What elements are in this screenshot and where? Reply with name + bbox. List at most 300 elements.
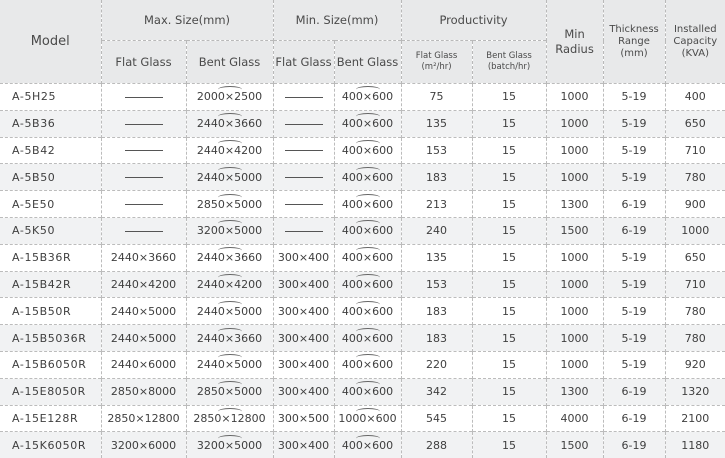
cell-capacity-text: 2100 <box>681 412 709 425</box>
cell-min-bent <box>334 378 401 405</box>
cell-min-flat <box>273 405 334 432</box>
header-prod-bent-line2: (batch/hr) <box>473 62 546 73</box>
cell-min-flat <box>273 217 334 244</box>
cell-prod-bent-text: 15 <box>502 90 516 103</box>
cell-max-bent <box>186 298 273 325</box>
cell-min-bent-text: 400×600 <box>342 224 393 237</box>
cell-prod-bent <box>472 191 546 218</box>
cell-capacity-text: 1180 <box>681 439 709 452</box>
cell-min-radius-text: 1300 <box>561 198 589 211</box>
cell-prod-flat <box>401 110 472 137</box>
cell-min-radius <box>546 405 603 432</box>
cell-thickness <box>603 432 665 458</box>
cell-prod-flat-text: 183 <box>426 171 447 184</box>
table-row <box>0 191 725 218</box>
cell-max-bent-text: 2440×5000 <box>197 305 262 318</box>
cell-prod-flat <box>401 137 472 164</box>
cell-thickness-text: 5-19 <box>622 251 647 264</box>
empty-dash <box>285 150 323 151</box>
cell-prod-bent-text: 15 <box>502 144 516 157</box>
cell-min-bent-text: 400×600 <box>342 332 393 345</box>
cell-thickness-text: 6-19 <box>622 385 647 398</box>
cell-thickness <box>603 351 665 378</box>
header-thickness <box>603 0 665 84</box>
cell-min-bent-text: 400×600 <box>342 198 393 211</box>
cell-max-flat-text: 2850×12800 <box>107 412 179 425</box>
cell-prod-bent-text: 15 <box>502 358 516 371</box>
cell-max-bent <box>186 137 273 164</box>
header-capacity-line3: (KVA) <box>666 48 725 60</box>
cell-max-flat <box>101 405 186 432</box>
cell-thickness <box>603 271 665 298</box>
cell-prod-flat-text: 153 <box>426 144 447 157</box>
cell-capacity <box>665 325 725 352</box>
cell-min-flat <box>273 137 334 164</box>
cell-min-flat-text: 300×400 <box>278 332 329 345</box>
cell-min-bent-text: 400×600 <box>342 439 393 452</box>
cell-thickness-text: 5-19 <box>622 332 647 345</box>
cell-max-bent <box>186 271 273 298</box>
cell-prod-flat-text: 183 <box>426 305 447 318</box>
cell-min-bent-text: 400×600 <box>342 117 393 130</box>
cell-max-bent-text: 2000×2500 <box>197 90 262 103</box>
cell-min-bent-text: 400×600 <box>342 305 393 318</box>
cell-min-flat <box>273 432 334 458</box>
cell-capacity <box>665 217 725 244</box>
cell-prod-flat-text: 342 <box>426 385 447 398</box>
table-row <box>0 405 725 432</box>
cell-min-flat <box>273 298 334 325</box>
cell-min-radius <box>546 164 603 191</box>
cell-thickness <box>603 325 665 352</box>
cell-thickness <box>603 298 665 325</box>
cell-min-radius <box>546 191 603 218</box>
cell-min-bent-text: 400×600 <box>342 144 393 157</box>
cell-prod-bent <box>472 84 546 111</box>
cell-model-text: A-5H25 <box>12 90 56 103</box>
header-thickness-line3: (mm) <box>604 48 665 60</box>
cell-model-text: A-15B42R <box>12 278 71 291</box>
cell-prod-bent-text: 15 <box>502 305 516 318</box>
cell-max-flat-text: 2440×6000 <box>111 358 176 371</box>
cell-prod-flat-text: 220 <box>426 358 447 371</box>
cell-max-flat-text: 2440×5000 <box>111 332 176 345</box>
cell-thickness-text: 6-19 <box>622 224 647 237</box>
cell-min-radius-text: 1000 <box>561 305 589 318</box>
cell-max-bent <box>186 164 273 191</box>
cell-prod-flat <box>401 325 472 352</box>
table-body <box>0 84 725 458</box>
cell-thickness <box>603 217 665 244</box>
cell-max-flat <box>101 298 186 325</box>
cell-min-radius-text: 1000 <box>561 90 589 103</box>
cell-max-bent <box>186 244 273 271</box>
cell-min-radius <box>546 110 603 137</box>
cell-model <box>0 432 101 458</box>
cell-prod-flat <box>401 191 472 218</box>
cell-capacity <box>665 110 725 137</box>
header-capacity-line1: Installed <box>666 24 725 36</box>
cell-max-flat-text: 2440×5000 <box>111 305 176 318</box>
cell-max-bent-text: 2440×3660 <box>197 332 262 345</box>
table-header <box>0 0 725 84</box>
table-row <box>0 298 725 325</box>
cell-model-text: A-5E50 <box>12 198 55 211</box>
cell-prod-bent <box>472 110 546 137</box>
table-row <box>0 432 725 458</box>
cell-min-flat <box>273 378 334 405</box>
cell-prod-bent-text: 15 <box>502 439 516 452</box>
cell-max-bent-text: 3200×5000 <box>197 439 262 452</box>
cell-capacity-text: 780 <box>685 171 706 184</box>
cell-prod-flat-text: 75 <box>430 90 444 103</box>
cell-model-text: A-15B5036R <box>12 332 86 345</box>
cell-min-radius-text: 1000 <box>561 278 589 291</box>
cell-prod-bent <box>472 137 546 164</box>
table-row <box>0 351 725 378</box>
cell-model-text: A-15E8050R <box>12 385 86 398</box>
cell-thickness-text: 5-19 <box>622 358 647 371</box>
cell-capacity-text: 780 <box>685 305 706 318</box>
cell-model <box>0 110 101 137</box>
cell-thickness-text: 5-19 <box>622 144 647 157</box>
cell-thickness <box>603 378 665 405</box>
header-max-bent: Bent Glass <box>186 41 273 84</box>
cell-prod-flat-text: 240 <box>426 224 447 237</box>
cell-min-bent-text: 400×600 <box>342 385 393 398</box>
cell-max-flat <box>101 110 186 137</box>
cell-prod-bent-text: 15 <box>502 224 516 237</box>
cell-model-text: A-15K6050R <box>12 439 86 452</box>
cell-min-flat-text: 300×400 <box>278 251 329 264</box>
header-thickness-line2: Range <box>604 36 665 48</box>
cell-prod-bent <box>472 432 546 458</box>
cell-min-flat <box>273 325 334 352</box>
cell-min-radius-text: 4000 <box>561 412 589 425</box>
cell-model-text: A-5K50 <box>12 224 55 237</box>
cell-max-flat-text: 2850×8000 <box>111 385 176 398</box>
cell-prod-flat-text: 545 <box>426 412 447 425</box>
cell-max-flat <box>101 432 186 458</box>
cell-max-flat <box>101 164 186 191</box>
cell-prod-bent-text: 15 <box>502 117 516 130</box>
header-prod-flat-line1: Flat Glass <box>402 51 472 62</box>
empty-dash <box>285 204 323 205</box>
cell-prod-flat-text: 183 <box>426 332 447 345</box>
cell-prod-bent-text: 15 <box>502 332 516 345</box>
cell-max-bent <box>186 405 273 432</box>
cell-prod-bent-text: 15 <box>502 171 516 184</box>
cell-max-flat <box>101 137 186 164</box>
cell-min-radius-text: 1000 <box>561 332 589 345</box>
cell-min-flat <box>273 110 334 137</box>
cell-model <box>0 298 101 325</box>
cell-prod-bent-text: 15 <box>502 278 516 291</box>
cell-prod-bent <box>472 298 546 325</box>
cell-min-flat <box>273 191 334 218</box>
cell-max-bent-text: 2440×4200 <box>197 278 262 291</box>
cell-capacity <box>665 432 725 458</box>
cell-max-bent <box>186 191 273 218</box>
cell-prod-flat <box>401 164 472 191</box>
cell-capacity-text: 780 <box>685 332 706 345</box>
cell-thickness <box>603 405 665 432</box>
cell-model <box>0 405 101 432</box>
cell-max-flat <box>101 191 186 218</box>
header-capacity-line2: Capacity <box>666 36 725 48</box>
cell-max-bent-text: 2850×5000 <box>197 385 262 398</box>
cell-min-bent <box>334 164 401 191</box>
cell-min-bent <box>334 110 401 137</box>
header-min-flat: Flat Glass <box>273 41 334 84</box>
cell-min-flat <box>273 164 334 191</box>
cell-model <box>0 164 101 191</box>
cell-max-flat-text: 2440×4200 <box>111 278 176 291</box>
table-row <box>0 244 725 271</box>
cell-prod-bent <box>472 244 546 271</box>
empty-dash <box>125 124 163 125</box>
cell-prod-bent <box>472 217 546 244</box>
cell-thickness-text: 5-19 <box>622 278 647 291</box>
cell-prod-flat <box>401 217 472 244</box>
header-max-flat: Flat Glass <box>101 41 186 84</box>
cell-min-bent <box>334 351 401 378</box>
cell-capacity-text: 900 <box>685 198 706 211</box>
header-min-radius-text: Min Radius <box>555 27 595 57</box>
cell-prod-flat-text: 135 <box>426 117 447 130</box>
cell-min-flat-text: 300×400 <box>278 278 329 291</box>
cell-min-radius-text: 1000 <box>561 251 589 264</box>
cell-min-flat-text: 300×400 <box>278 439 329 452</box>
header-prod-bent <box>472 41 546 84</box>
cell-prod-flat-text: 288 <box>426 439 447 452</box>
cell-max-bent-text: 2440×3660 <box>197 251 262 264</box>
cell-prod-bent-text: 15 <box>502 412 516 425</box>
cell-model <box>0 244 101 271</box>
cell-capacity <box>665 271 725 298</box>
table-row <box>0 217 725 244</box>
cell-model-text: A-15E128R <box>12 412 78 425</box>
header-min-size: Min. Size(mm) <box>273 0 401 41</box>
cell-prod-flat <box>401 351 472 378</box>
header-productivity: Productivity <box>401 0 546 41</box>
empty-dash <box>125 231 163 232</box>
cell-capacity <box>665 405 725 432</box>
cell-max-flat <box>101 244 186 271</box>
cell-capacity <box>665 191 725 218</box>
header-prod-flat <box>401 41 472 84</box>
header-min-radius <box>546 0 603 84</box>
table-row <box>0 84 725 111</box>
cell-model <box>0 84 101 111</box>
table-row <box>0 325 725 352</box>
cell-max-flat <box>101 378 186 405</box>
cell-min-flat-text: 300×400 <box>278 305 329 318</box>
cell-min-radius <box>546 298 603 325</box>
empty-dash <box>125 97 163 98</box>
cell-capacity <box>665 137 725 164</box>
cell-min-bent <box>334 432 401 458</box>
cell-capacity <box>665 298 725 325</box>
cell-min-radius <box>546 217 603 244</box>
empty-dash <box>125 204 163 205</box>
cell-max-bent-text: 3200×5000 <box>197 224 262 237</box>
cell-min-radius <box>546 137 603 164</box>
cell-prod-flat <box>401 432 472 458</box>
cell-min-flat <box>273 244 334 271</box>
cell-model <box>0 351 101 378</box>
table-row <box>0 110 725 137</box>
cell-prod-flat <box>401 244 472 271</box>
cell-min-flat-text: 300×400 <box>278 385 329 398</box>
cell-model <box>0 271 101 298</box>
cell-capacity <box>665 378 725 405</box>
cell-model-text: A-15B50R <box>12 305 71 318</box>
cell-prod-flat <box>401 298 472 325</box>
header-thickness-line1: Thickness <box>604 24 665 36</box>
cell-min-bent <box>334 271 401 298</box>
header-prod-bent-line1: Bent Glass <box>473 51 546 62</box>
cell-max-bent-text: 2850×5000 <box>197 198 262 211</box>
cell-prod-flat <box>401 271 472 298</box>
header-capacity <box>665 0 725 84</box>
cell-capacity <box>665 351 725 378</box>
cell-thickness-text: 5-19 <box>622 171 647 184</box>
cell-thickness-text: 5-19 <box>622 117 647 130</box>
cell-capacity-text: 1000 <box>681 224 709 237</box>
cell-min-radius-text: 1500 <box>561 439 589 452</box>
cell-capacity <box>665 164 725 191</box>
cell-max-flat <box>101 325 186 352</box>
cell-max-bent <box>186 325 273 352</box>
cell-prod-bent <box>472 405 546 432</box>
cell-capacity-text: 650 <box>685 117 706 130</box>
cell-max-bent-text: 2440×5000 <box>197 358 262 371</box>
cell-min-radius-text: 1000 <box>561 117 589 130</box>
cell-min-radius <box>546 432 603 458</box>
cell-capacity-text: 1320 <box>681 385 709 398</box>
cell-max-bent-text: 2850×12800 <box>193 412 265 425</box>
cell-max-flat <box>101 217 186 244</box>
cell-min-bent-text: 400×600 <box>342 358 393 371</box>
cell-max-bent-text: 2440×5000 <box>197 171 262 184</box>
cell-min-bent <box>334 298 401 325</box>
cell-thickness-text: 6-19 <box>622 198 647 211</box>
empty-dash <box>285 177 323 178</box>
cell-min-bent-text: 400×600 <box>342 251 393 264</box>
cell-min-flat-text: 300×400 <box>278 358 329 371</box>
table-row <box>0 378 725 405</box>
table-row <box>0 271 725 298</box>
cell-thickness-text: 5-19 <box>622 305 647 318</box>
cell-capacity-text: 920 <box>685 358 706 371</box>
empty-dash <box>285 231 323 232</box>
cell-capacity-text: 650 <box>685 251 706 264</box>
cell-model <box>0 137 101 164</box>
cell-min-radius-text: 1000 <box>561 358 589 371</box>
cell-max-bent <box>186 217 273 244</box>
cell-prod-flat <box>401 405 472 432</box>
cell-capacity <box>665 84 725 111</box>
cell-model <box>0 217 101 244</box>
header-model: Model <box>0 0 101 84</box>
cell-max-bent <box>186 351 273 378</box>
cell-model <box>0 378 101 405</box>
cell-thickness-text: 6-19 <box>622 412 647 425</box>
cell-thickness-text: 6-19 <box>622 439 647 452</box>
cell-model-text: A-5B36 <box>12 117 55 130</box>
cell-capacity-text: 710 <box>685 144 706 157</box>
cell-prod-bent <box>472 164 546 191</box>
cell-min-bent-text: 400×600 <box>342 90 393 103</box>
cell-model <box>0 191 101 218</box>
cell-min-radius <box>546 244 603 271</box>
cell-min-bent <box>334 325 401 352</box>
cell-min-bent-text: 400×600 <box>342 278 393 291</box>
cell-max-bent <box>186 84 273 111</box>
cell-model <box>0 325 101 352</box>
cell-min-bent <box>334 137 401 164</box>
cell-prod-bent-text: 15 <box>502 385 516 398</box>
cell-min-bent-text: 1000×600 <box>338 412 396 425</box>
cell-min-flat-text: 300×500 <box>278 412 329 425</box>
header-min-bent: Bent Glass <box>334 41 401 84</box>
cell-max-bent <box>186 378 273 405</box>
cell-prod-bent-text: 15 <box>502 198 516 211</box>
cell-model-text: A-15B36R <box>12 251 71 264</box>
cell-prod-bent <box>472 325 546 352</box>
cell-min-radius-text: 1500 <box>561 224 589 237</box>
empty-dash <box>285 124 323 125</box>
cell-min-flat <box>273 351 334 378</box>
cell-max-flat-text: 3200×6000 <box>111 439 176 452</box>
cell-max-bent <box>186 110 273 137</box>
empty-dash <box>125 150 163 151</box>
cell-prod-bent <box>472 351 546 378</box>
cell-max-bent <box>186 432 273 458</box>
cell-prod-flat-text: 153 <box>426 278 447 291</box>
cell-prod-flat <box>401 378 472 405</box>
cell-model-text: A-5B50 <box>12 171 55 184</box>
cell-thickness <box>603 84 665 111</box>
cell-min-radius <box>546 271 603 298</box>
cell-prod-bent-text: 15 <box>502 251 516 264</box>
cell-prod-bent <box>472 378 546 405</box>
header-max-size: Max. Size(mm) <box>101 0 273 41</box>
cell-thickness <box>603 191 665 218</box>
cell-min-flat <box>273 84 334 111</box>
cell-max-flat-text: 2440×3660 <box>111 251 176 264</box>
cell-min-radius-text: 1000 <box>561 171 589 184</box>
cell-thickness <box>603 244 665 271</box>
table-row <box>0 137 725 164</box>
cell-min-bent-text: 400×600 <box>342 171 393 184</box>
cell-min-radius-text: 1000 <box>561 144 589 157</box>
cell-min-radius <box>546 378 603 405</box>
cell-thickness-text: 5-19 <box>622 90 647 103</box>
cell-thickness <box>603 110 665 137</box>
cell-min-flat <box>273 271 334 298</box>
cell-min-bent <box>334 191 401 218</box>
cell-prod-flat-text: 213 <box>426 198 447 211</box>
cell-min-radius <box>546 351 603 378</box>
cell-capacity <box>665 244 725 271</box>
header-prod-flat-line2: (m²/hr) <box>402 62 472 73</box>
cell-capacity-text: 400 <box>685 90 706 103</box>
empty-dash <box>125 177 163 178</box>
cell-prod-bent <box>472 271 546 298</box>
cell-max-bent-text: 2440×4200 <box>197 144 262 157</box>
